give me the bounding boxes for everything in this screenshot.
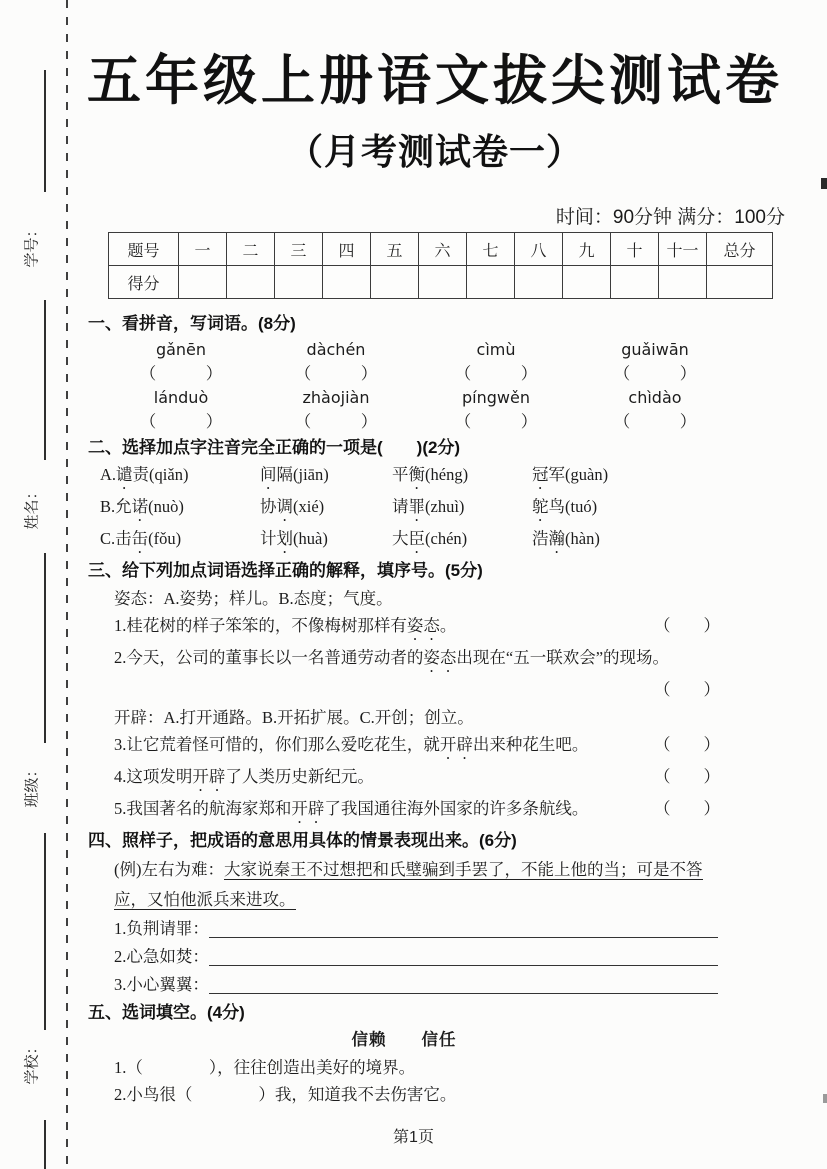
sentence-2: 2.今天，公司的董事长以一名普通劳动者的姿态出现在“五一联欢会”的现场。 <box>114 648 670 667</box>
answer-paren-row-2 <box>88 410 720 434</box>
score-table-header-cell: 十 <box>611 233 659 266</box>
option-item: 浩瀚(hàn) <box>532 529 600 548</box>
margin-fill-line <box>44 833 46 1030</box>
section-5-heading: 五、选词填空。(4分) <box>88 1002 245 1022</box>
sentence-text: 3.让它荒着怪可惜的，你们那么爱吃花生，就开辟出来种花生吧。 <box>114 735 589 754</box>
answer-paren: （ ） <box>654 767 720 786</box>
answer-paren: （ ） <box>294 363 378 383</box>
pinyin-row-1 <box>88 338 720 362</box>
answer-paren: （ ） <box>654 799 720 818</box>
option-item: 协调(xié) <box>260 497 325 516</box>
cut-dashed-line <box>66 0 68 1169</box>
answer-paren: （ ） <box>613 411 697 431</box>
scan-artifact <box>823 1094 827 1103</box>
sentence-1 <box>88 612 720 644</box>
score-table-header-cell: 四 <box>323 233 371 266</box>
score-cell-empty <box>707 266 773 299</box>
pinyin-item: zhàojiàn <box>302 387 370 407</box>
idiom-label: 3.小心翼翼： <box>114 974 209 994</box>
score-table-header-cell: 二 <box>227 233 275 266</box>
page-number: 第1页 <box>393 1129 434 1146</box>
exam-body <box>88 310 720 1109</box>
answer-paren: （ ） <box>613 363 697 383</box>
sentence-5 <box>88 795 720 827</box>
sentence-3 <box>88 731 720 763</box>
score-cell-empty <box>371 266 419 299</box>
page-title: 五年级上册语文拔尖测试卷 <box>87 51 783 111</box>
option-item: A.谴责(qiǎn) <box>100 465 189 484</box>
option-item: 大臣(chén) <box>392 529 468 548</box>
option-item: C.击缶(fǒu) <box>100 529 182 548</box>
pinyin-item: lánduò <box>153 387 209 407</box>
option-item: 请罪(zhuì) <box>392 497 465 516</box>
score-table-header-row <box>109 233 773 266</box>
pinyin-item: chìdào <box>628 387 682 407</box>
answer-paren: （ ） <box>139 363 223 383</box>
sentence-text: 1.桂花树的样子笨笨的，不像梅树那样有姿态。 <box>114 616 457 635</box>
answer-blank-line <box>209 993 718 994</box>
option-item: 计划(huà) <box>260 529 328 548</box>
definition-line: 姿态：A.姿势；样儿。B.态度；气度。 <box>114 588 393 608</box>
sentence-text: 4.这项发明开辟了人类历史新纪元。 <box>114 767 374 786</box>
margin-label-school: 学校： <box>23 1039 41 1085</box>
section-2-heading: 二、选择加点字注音完全正确的一项是( )(2分) <box>88 437 461 457</box>
pinyin-item: dàchén <box>306 339 366 359</box>
pinyin-item: cìmù <box>476 339 516 359</box>
margin-fill-line <box>44 300 46 460</box>
answer-paren-line: （ ） <box>654 680 720 699</box>
answer-paren: （ ） <box>654 735 720 754</box>
margin-label-student-id: 学号： <box>23 222 41 268</box>
answer-blank-line <box>209 937 718 938</box>
margin-label-name: 姓名： <box>23 484 41 530</box>
score-table-header-cell: 七 <box>467 233 515 266</box>
score-cell-empty <box>419 266 467 299</box>
word-bank: 信赖 信任 <box>351 1030 457 1049</box>
sentence-text: 5.我国著名的航海家郑和开辟了我国通往海外国家的许多条航线。 <box>114 799 589 818</box>
answer-paren-row-1 <box>88 362 720 386</box>
option-row-b <box>88 493 720 525</box>
margin-fill-line <box>44 553 46 743</box>
score-table-header-cell: 三 <box>275 233 323 266</box>
score-cell-empty <box>659 266 707 299</box>
score-row-label: 得分 <box>109 266 179 299</box>
score-table-header-cell: 五 <box>371 233 419 266</box>
page-subtitle: （月考测试卷一） <box>286 131 583 172</box>
section-4-heading: 四、照样子，把成语的意思用具体的情景表现出来。(6分) <box>88 831 517 850</box>
option-item: 冠军(guàn) <box>532 465 609 484</box>
pinyin-item: guǎiwān <box>621 339 689 359</box>
pinyin-row-2 <box>88 386 720 410</box>
answer-blank-line <box>209 965 718 966</box>
idiom-item-2 <box>88 943 720 971</box>
score-table-header-cell: 六 <box>419 233 467 266</box>
score-cell-empty <box>179 266 227 299</box>
example-label: (例)左右为难： <box>114 859 224 879</box>
score-table-header-cell: 九 <box>563 233 611 266</box>
margin-label-class: 班级： <box>23 762 41 808</box>
score-table-header-cell: 题号 <box>109 233 179 266</box>
score-table-header-cell: 十一 <box>659 233 707 266</box>
option-item: 鸵鸟(tuó) <box>532 497 598 516</box>
answer-paren: （ ） <box>294 411 378 431</box>
score-table-score-row <box>109 266 773 299</box>
fill-sentence-2: 2.小鸟很（ ）我，知道我不去伤害它。 <box>114 1085 457 1104</box>
score-cell-empty <box>563 266 611 299</box>
score-table-header-cell: 一 <box>179 233 227 266</box>
score-table-header-cell: 总分 <box>707 233 773 266</box>
score-cell-empty <box>515 266 563 299</box>
example-sentence <box>88 855 720 915</box>
margin-fill-line <box>44 70 46 192</box>
score-cell-empty <box>611 266 659 299</box>
score-cell-empty <box>467 266 515 299</box>
section-1-heading: 一、看拼音，写词语。(8分) <box>88 314 296 333</box>
pinyin-item: píngwěn <box>462 387 530 407</box>
option-row-c <box>88 525 720 557</box>
score-table-header-cell: 八 <box>515 233 563 266</box>
fill-sentence-1: 1.（ ），往往创造出美好的境界。 <box>114 1057 416 1077</box>
idiom-item-3 <box>88 971 720 999</box>
option-row-a <box>88 461 720 493</box>
idiom-item-1 <box>88 915 720 943</box>
answer-paren: （ ） <box>654 616 720 635</box>
option-item: 平衡(héng) <box>392 465 469 484</box>
idiom-label: 2.心急如焚： <box>114 946 209 966</box>
idiom-label: 1.负荆请罪： <box>114 918 209 938</box>
score-table <box>108 232 773 299</box>
sentence-4 <box>88 763 720 795</box>
option-item: 间隔(jiān) <box>260 465 329 484</box>
answer-paren: （ ） <box>454 363 538 383</box>
answer-paren: （ ） <box>139 411 223 431</box>
pinyin-item: gǎnēn <box>155 339 207 359</box>
exam-time-score-info: 时间：90分钟 满分：100分 <box>555 207 785 228</box>
example-underlined-text: 大家说秦王不过想把和氏璧骗到手罢了，不能上他的当；可是不答应，又怕他派兵来进攻。 <box>114 859 703 909</box>
scan-artifact <box>821 178 827 189</box>
score-cell-empty <box>275 266 323 299</box>
answer-paren: （ ） <box>454 411 538 431</box>
definition-line: 开辟：A.打开通路。B.开拓扩展。C.开创；创立。 <box>114 707 474 727</box>
score-cell-empty <box>323 266 371 299</box>
score-cell-empty <box>227 266 275 299</box>
section-3-heading: 三、给下列加点词语选择正确的解释，填序号。(5分) <box>88 561 483 580</box>
option-item: B.允诺(nuò) <box>100 497 184 516</box>
